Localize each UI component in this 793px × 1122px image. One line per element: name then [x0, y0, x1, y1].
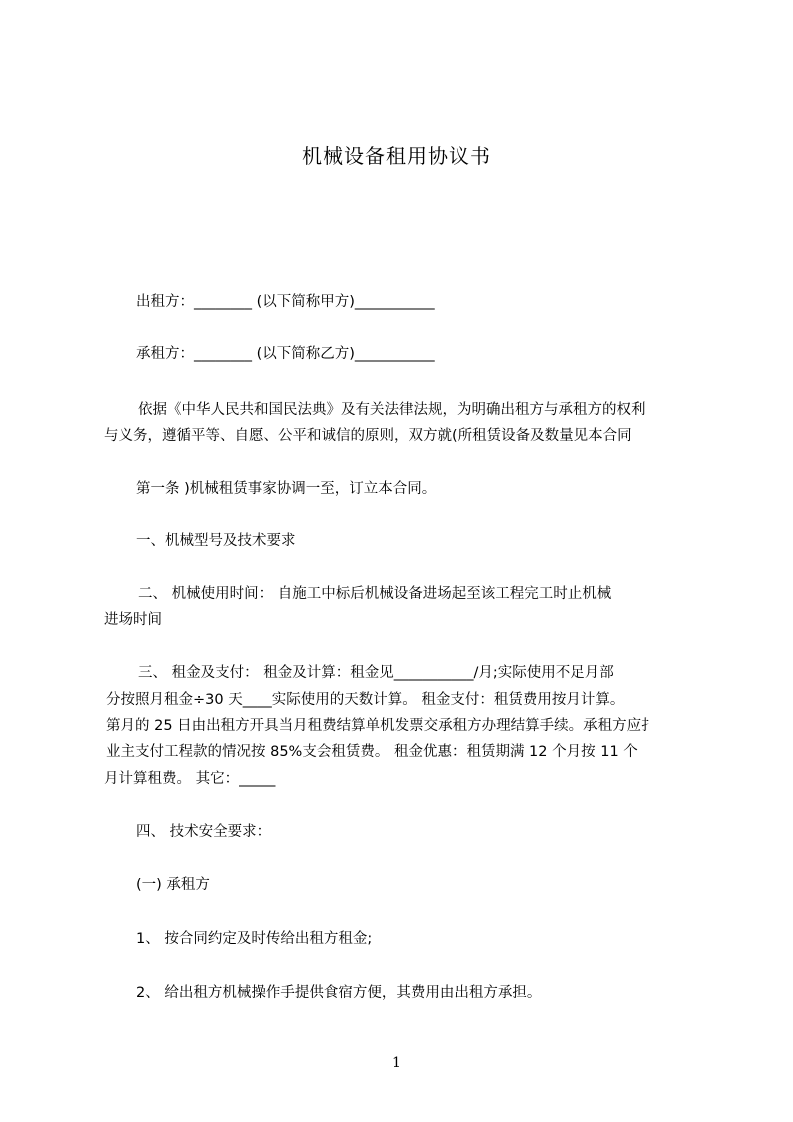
paragraph-line: 月计算租费。 其它：_____: [104, 771, 276, 787]
subsection-heading: (一) 承租方: [136, 877, 210, 893]
document-title: 机械设备租用协议书: [302, 144, 491, 168]
section-heading: 四、 技术安全要求：: [136, 824, 272, 840]
paragraph-line: 分按照月租金÷30 天____实际使用的天数计算。 租金支付：租赁费用按月计算。: [106, 692, 625, 708]
paragraph-line: 三、 租金及支付： 租金及计算：租金见___________/月;实际使用不足月部: [138, 665, 614, 681]
paragraph-line: 业主支付工程款的情况按 85%支会租赁费。 租金优惠：租赁期满 12 个月按 11 个: [106, 744, 638, 760]
paragraph-line: 二、 机械使用时间： 自施工中标后机械设备进场起至该工程完工时止机械: [138, 586, 612, 602]
list-item: 1、 按合同约定及时传给出租方租金;: [136, 931, 373, 947]
lessee-line: 承租方：________ (以下简称乙方)___________: [136, 346, 435, 362]
paragraph-line: 与义务，遵循平等、自愿、公平和诚信的原则，双方就(所租赁设备及数量见本合同: [104, 428, 632, 444]
paragraph-line: 第一条 )机械租赁事家协调一至，订立本合同。: [136, 481, 437, 497]
paragraph-line: 进场时间: [104, 612, 162, 628]
list-item: 2、 给出租方机械操作手提供食宿方便，其费用由出租方承担。: [136, 985, 542, 1001]
paragraph-line: 第月的 25 日由出租方开具当月租费结算单机发票交承租方办理结算手续。承租方应扌: [106, 718, 656, 734]
page-number: 1: [392, 1055, 401, 1071]
paragraph-line: 依据《中华人民共和国民法典》及有关法律法规，为明确出租方与承租方的权利: [138, 402, 646, 418]
section-heading: 一、机械型号及技术要求: [136, 533, 296, 549]
lessor-line: 出租方：________ (以下简称甲方)___________: [136, 294, 435, 310]
